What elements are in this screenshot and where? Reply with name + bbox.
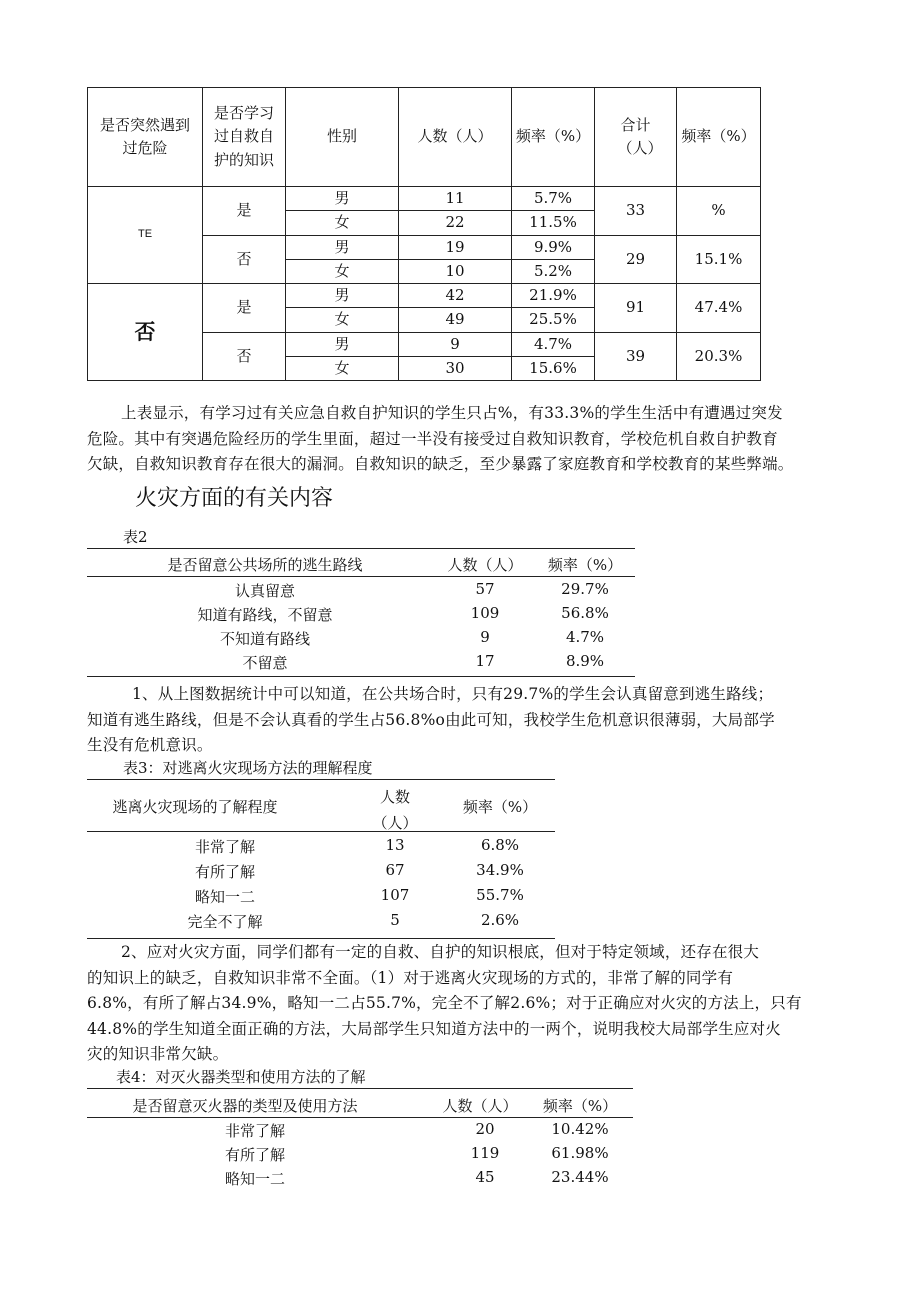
count-cell: 30 xyxy=(399,356,512,380)
rate-cell: 4.7% xyxy=(512,332,595,356)
gender-cell: 男 xyxy=(286,332,399,356)
count-cell: 11 xyxy=(399,187,512,211)
table2-count: 9 xyxy=(480,628,490,646)
table4-rate: 61.98% xyxy=(551,1144,609,1162)
table2-header: 人数（人） xyxy=(447,556,523,574)
table2-label: 认真留意 xyxy=(234,582,295,600)
table3-rate: 34.9% xyxy=(476,861,524,879)
table3-header: 逃离火灾现场的了解程度 xyxy=(112,798,278,816)
table-row xyxy=(88,284,761,308)
count-cell: 9 xyxy=(399,332,512,356)
total-rate-cell: % xyxy=(677,187,761,236)
gender-cell: 女 xyxy=(286,259,399,283)
table4-rate: 23.44% xyxy=(551,1168,609,1186)
table1-header: 频率（%） xyxy=(512,88,595,187)
total-rate-cell: 15.1% xyxy=(677,235,761,284)
paragraph-2: 1、从上图数据统计中可以知道，在公共场合时，只有29.7%的学生会认真留意到逃生路线； 知道有逃生路线，但是不会认真看的学生占56.8%o由此可知，我校学生危机意识很薄弱，大局部学 生没有危机意识。 xyxy=(87,685,775,754)
table2-header: 频率（%） xyxy=(547,556,623,574)
rate-cell: 11.5% xyxy=(512,211,595,235)
table3-label: 略知一二 xyxy=(194,888,255,906)
table2-rate: 29.7% xyxy=(561,580,609,598)
table3-header: 人数 xyxy=(379,788,410,806)
table1-header: 是否突然遇到过危险 xyxy=(88,88,203,187)
table1-header: 频率（%） xyxy=(677,88,761,187)
table4-label: 略知一二 xyxy=(224,1170,285,1188)
table3-count: 5 xyxy=(390,911,400,929)
table3-label: 完全不了解 xyxy=(187,913,263,931)
danger-cell: 否 xyxy=(88,284,203,381)
gender-cell: 女 xyxy=(286,211,399,235)
table-row xyxy=(88,187,761,211)
learned-cell: 否 xyxy=(203,235,286,284)
table2-count: 17 xyxy=(475,652,495,670)
table4-top-rule xyxy=(87,1088,633,1089)
table1-header: 性别 xyxy=(286,88,399,187)
table2-rate: 8.9% xyxy=(565,652,605,670)
table2-bottom-rule xyxy=(87,676,635,677)
table2-count: 57 xyxy=(475,580,495,598)
gender-cell: 男 xyxy=(286,284,399,308)
table4-header: 频率（%） xyxy=(542,1097,618,1115)
table3-top-rule xyxy=(87,779,555,780)
table4-header: 是否留意灭火器的类型及使用方法 xyxy=(132,1097,358,1115)
rate-cell: 5.7% xyxy=(512,187,595,211)
learned-cell: 否 xyxy=(203,332,286,381)
table3-bottom-rule xyxy=(87,938,555,939)
count-cell: 22 xyxy=(399,211,512,235)
table3-count: 67 xyxy=(385,861,405,879)
table3-rate: 6.8% xyxy=(480,836,520,854)
paragraph-1: 上表显示，有学习过有关应急自救自护知识的学生只占%，有33.3%的学生生活中有遭遇过突发 危险。其中有突遇危险经历的学生里面，超过一半没有接受过自救知识教育，学校危机自救自护教育 欠缺，自救知识教育存在很大的漏洞。自救知识的缺乏，至少暴露了家庭教育和学校教育的某些弊端。 xyxy=(87,404,794,473)
table2-rate: 56.8% xyxy=(561,604,609,622)
table4-caption: 表4：对灭火器类型和使用方法的了解 xyxy=(116,1068,366,1086)
table4-header: 人数（人） xyxy=(442,1097,518,1115)
table3-count: 107 xyxy=(380,886,410,904)
gender-cell: 男 xyxy=(286,187,399,211)
count-cell: 10 xyxy=(399,259,512,283)
table4-count: 45 xyxy=(475,1168,495,1186)
count-cell: 19 xyxy=(399,235,512,259)
count-cell: 49 xyxy=(399,308,512,332)
table1-header: 人数（人） xyxy=(399,88,512,187)
table1-header: 是否学习过自救自护的知识 xyxy=(203,88,286,187)
table2-top-rule xyxy=(87,548,635,549)
table2-label: 知道有路线，不留意 xyxy=(197,606,333,624)
table1-header: 合计（人） xyxy=(595,88,677,187)
table3-header: 频率（%） xyxy=(462,798,538,816)
total-rate-cell: 47.4% xyxy=(677,284,761,333)
rate-cell: 9.9% xyxy=(512,235,595,259)
table3-rate: 55.7% xyxy=(476,886,524,904)
danger-cell: TE xyxy=(88,187,203,284)
table4-count: 119 xyxy=(470,1144,500,1162)
rate-cell: 21.9% xyxy=(512,284,595,308)
table4-header-rule xyxy=(87,1117,633,1118)
table2-rate: 4.7% xyxy=(565,628,605,646)
table-1 xyxy=(87,87,761,381)
table3-caption: 表3：对逃离火灾现场方法的理解程度 xyxy=(123,759,373,777)
table3-header: （人） xyxy=(372,814,418,832)
learned-cell: 是 xyxy=(203,284,286,333)
total-rate-cell: 20.3% xyxy=(677,332,761,381)
section-heading: 火灾方面的有关内容 xyxy=(135,486,334,511)
learned-cell: 是 xyxy=(203,187,286,236)
gender-cell: 女 xyxy=(286,356,399,380)
table4-count: 20 xyxy=(475,1120,495,1138)
table3-rate: 2.6% xyxy=(480,911,520,929)
table3-count: 13 xyxy=(385,836,405,854)
gender-cell: 女 xyxy=(286,308,399,332)
total-cell: 39 xyxy=(595,332,677,381)
table3-label: 非常了解 xyxy=(194,838,255,856)
paragraph-3: 2、应对火灾方面，同学们都有一定的自救、自护的知识根底，但对于特定领域，还存在很大 的知识上的缺乏，自救知识非常不全面。（1）对于逃离火灾现场的方式的，非常了解的同学有 6.8%，有所了解占34.9%，略知一二占55.7%，完全不了解2.6%；对于正确应对火灾的方法上，只有 44.8%的学生知道全面正确的方法，大局部学生只知道方法中的一两个，说明我校大局部学生应对火 灾的知识非常欠缺。 xyxy=(87,943,802,1063)
table2-label: 不留意 xyxy=(242,654,288,672)
table2-label: 不知道有路线 xyxy=(219,630,310,648)
table3-label: 有所了解 xyxy=(194,863,255,881)
total-cell: 29 xyxy=(595,235,677,284)
count-cell: 42 xyxy=(399,284,512,308)
table2-caption: 表2 xyxy=(123,528,148,546)
total-cell: 91 xyxy=(595,284,677,333)
table2-header: 是否留意公共场所的逃生路线 xyxy=(167,556,363,574)
table3-header-rule xyxy=(87,831,555,832)
table2-header-rule xyxy=(87,576,635,577)
table4-label: 非常了解 xyxy=(224,1122,285,1140)
table4-label: 有所了解 xyxy=(224,1146,285,1164)
table2-count: 109 xyxy=(470,604,500,622)
gender-cell: 男 xyxy=(286,235,399,259)
total-cell: 33 xyxy=(595,187,677,236)
table4-rate: 10.42% xyxy=(551,1120,609,1138)
rate-cell: 5.2% xyxy=(512,259,595,283)
rate-cell: 15.6% xyxy=(512,356,595,380)
rate-cell: 25.5% xyxy=(512,308,595,332)
